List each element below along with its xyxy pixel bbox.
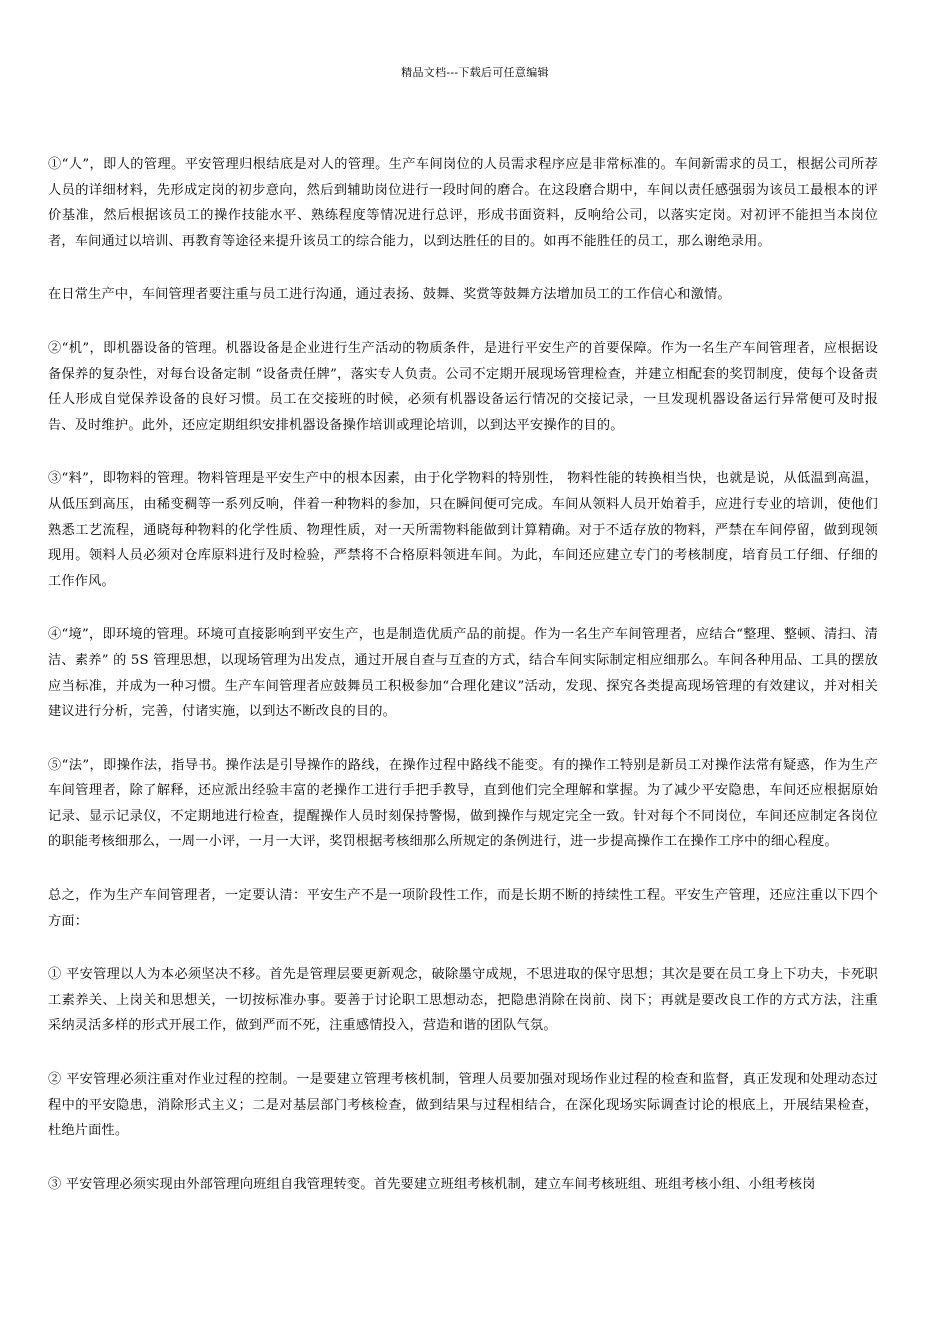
paragraph-point-2: ② 平安管理必须注重对作业过程的控制。一是要建立管理考核机制，管理人员要加强对现场作业过程的检查和监督，真正发现和处理动态过程中的平安隐患，消除形式主义；二是对基层部门考核检查，做到结果与过程相结合，在深化现场实际调查讨论的根底上，开展结果检查，杜绝片面性。	[48, 1072, 878, 1139]
paragraph-fa: ⑤“法”，即操作法，指导书。操作法是引导操作的路线，在操作过程中路线不能变。有的操作工特别是新员工对操作法常有疑惑，作为生产车间管理者，除了解释，还应派出经验丰富的老操作工进行手把手教导，直到他们完全理解和掌握。为了减少平安隐患，车间还应根据原始记录、显示记录仪，不定期地进行检查，提醒操作人员时刻保持警惕，做到操作与规定完全一致。针对每个不同岗位，车间还应制定各岗位的职能考核细那么，一周一小评，一月一大评，奖罚根据考核细那么所规定的条例进行，进一步提高操作工在操作工序中的细心程度。	[48, 757, 878, 850]
paragraph-communication: 在日常生产中，车间管理者要注重与员工进行沟通，通过表扬、鼓舞、奖赏等鼓舞方法增加员工的工作信心和激情。	[48, 287, 731, 303]
paragraph-ren: ①“人”，即人的管理。平安管理归根结底是对人的管理。生产车间岗位的人员需求程序应是非常标准的。车间新需求的员工，根据公司所荐人员的详细材料，先形成定岗的初步意向，然后到辅助岗位进行一段时间的磨合。在这段磨合期中，车间以责任感强弱为该员工最根本的评价基准，然后根据该员工的操作技能水平、熟练程度等情况进行总评，形成书面资料，反响给公司，以落实定岗。对初评不能担当本岗位者，车间通过以培训、再教育等途径来提升该员工的综合能力，以到达胜任的目的。如再不能胜任的员工，那么谢绝录用。	[48, 157, 878, 249]
paragraph-point-1: ① 平安管理以人为本必须坚决不移。首先是管理层要更新观念，破除墨守成规，不思进取的保守思想；其次是要在员工身上下功夫，卡死职工素养关、上岗关和思想关，一切按标准办事。要善于讨论职工思想动态，把隐患消除在岗前、岗下；再就是要改良工作的方式方法，注重采纳灵活多样的形式开展工作，做到严而不死，注重感情投入，营造和谐的团队气氛。	[48, 967, 878, 1034]
paragraph-liao: ③“料”，即物料的管理。物料管理是平安生产中的根本因素，由于化学物料的特别性， 物料性能的转换相当快，也就是说，从低温到高温，从低压到高压，由稀变稠等一系列反响，伴着一种物料的参加，只在瞬间便可完成。车间从领料人员开始着手，应进行专业的培训，使他们熟悉工艺流程，通晓每种物料的化学性质、物理性质，对一天所需物料能做到计算精确。对于不适存放的物料，严禁在车间停留，做到现领现用。领料人员必须对仓库原料进行及时检验，严禁将不合格原料领进车间。为此，车间还应建立专门的考核制度，培育员工仔细、仔细的工作作风。	[48, 471, 878, 589]
page-header: 精品文档---下载后可任意编辑	[401, 66, 549, 79]
paragraph-summary: 总之，作为生产车间管理者，一定要认清：平安生产不是一项阶段性工作，而是长期不断的持续性工程。平安生产管理，还应注重以下四个方面：	[48, 888, 878, 929]
paragraph-point-3: ③ 平安管理必须实现由外部管理向班组自我管理转变。首先要建立班组考核机制，建立车间考核班组、班组考核小组、小组考核岗	[48, 1176, 816, 1192]
paragraph-jing: ④“境”，即环境的管理。环境可直接影响到平安生产，也是制造优质产品的前提。作为一名生产车间管理者，应结合“整理、整顿、清扫、清洁、素养” 的 5S 管理思想，以现场管理为出发点，通过开展自查与互查的方式，结合车间实际制定相应细那么。车间各种用品、工具的摆放应当标准，并成为一种习惯。生产车间管理者应鼓舞员工积极参加“合理化建议”活动，发现、探究各类提高现场管理的有效建议，并对相关建议进行分析，完善，付诸实施，以到达不断改良的目的。	[48, 627, 878, 720]
paragraph-ji: ②“机”，即机器设备的管理。机器设备是企业进行生产活动的物质条件，是进行平安生产的首要保障。作为一名生产车间管理者，应根据设备保养的复杂性，对每台设备定制 “设备责任牌”，落实专人负责。公司不定期开展现场管理检查，并建立相配套的奖罚制度，使每个设备责任人形成自觉保养设备的良好习惯。员工在交接班的时候，必须有机器设备运行情况的交接记录，一旦发现机器设备运行异常便可及时报告、及时维护。此外，还应定期组织安排机器设备操作培训或理论培训，以到达平安操作的目的。	[48, 340, 878, 433]
document-body	[48, 152, 878, 1225]
